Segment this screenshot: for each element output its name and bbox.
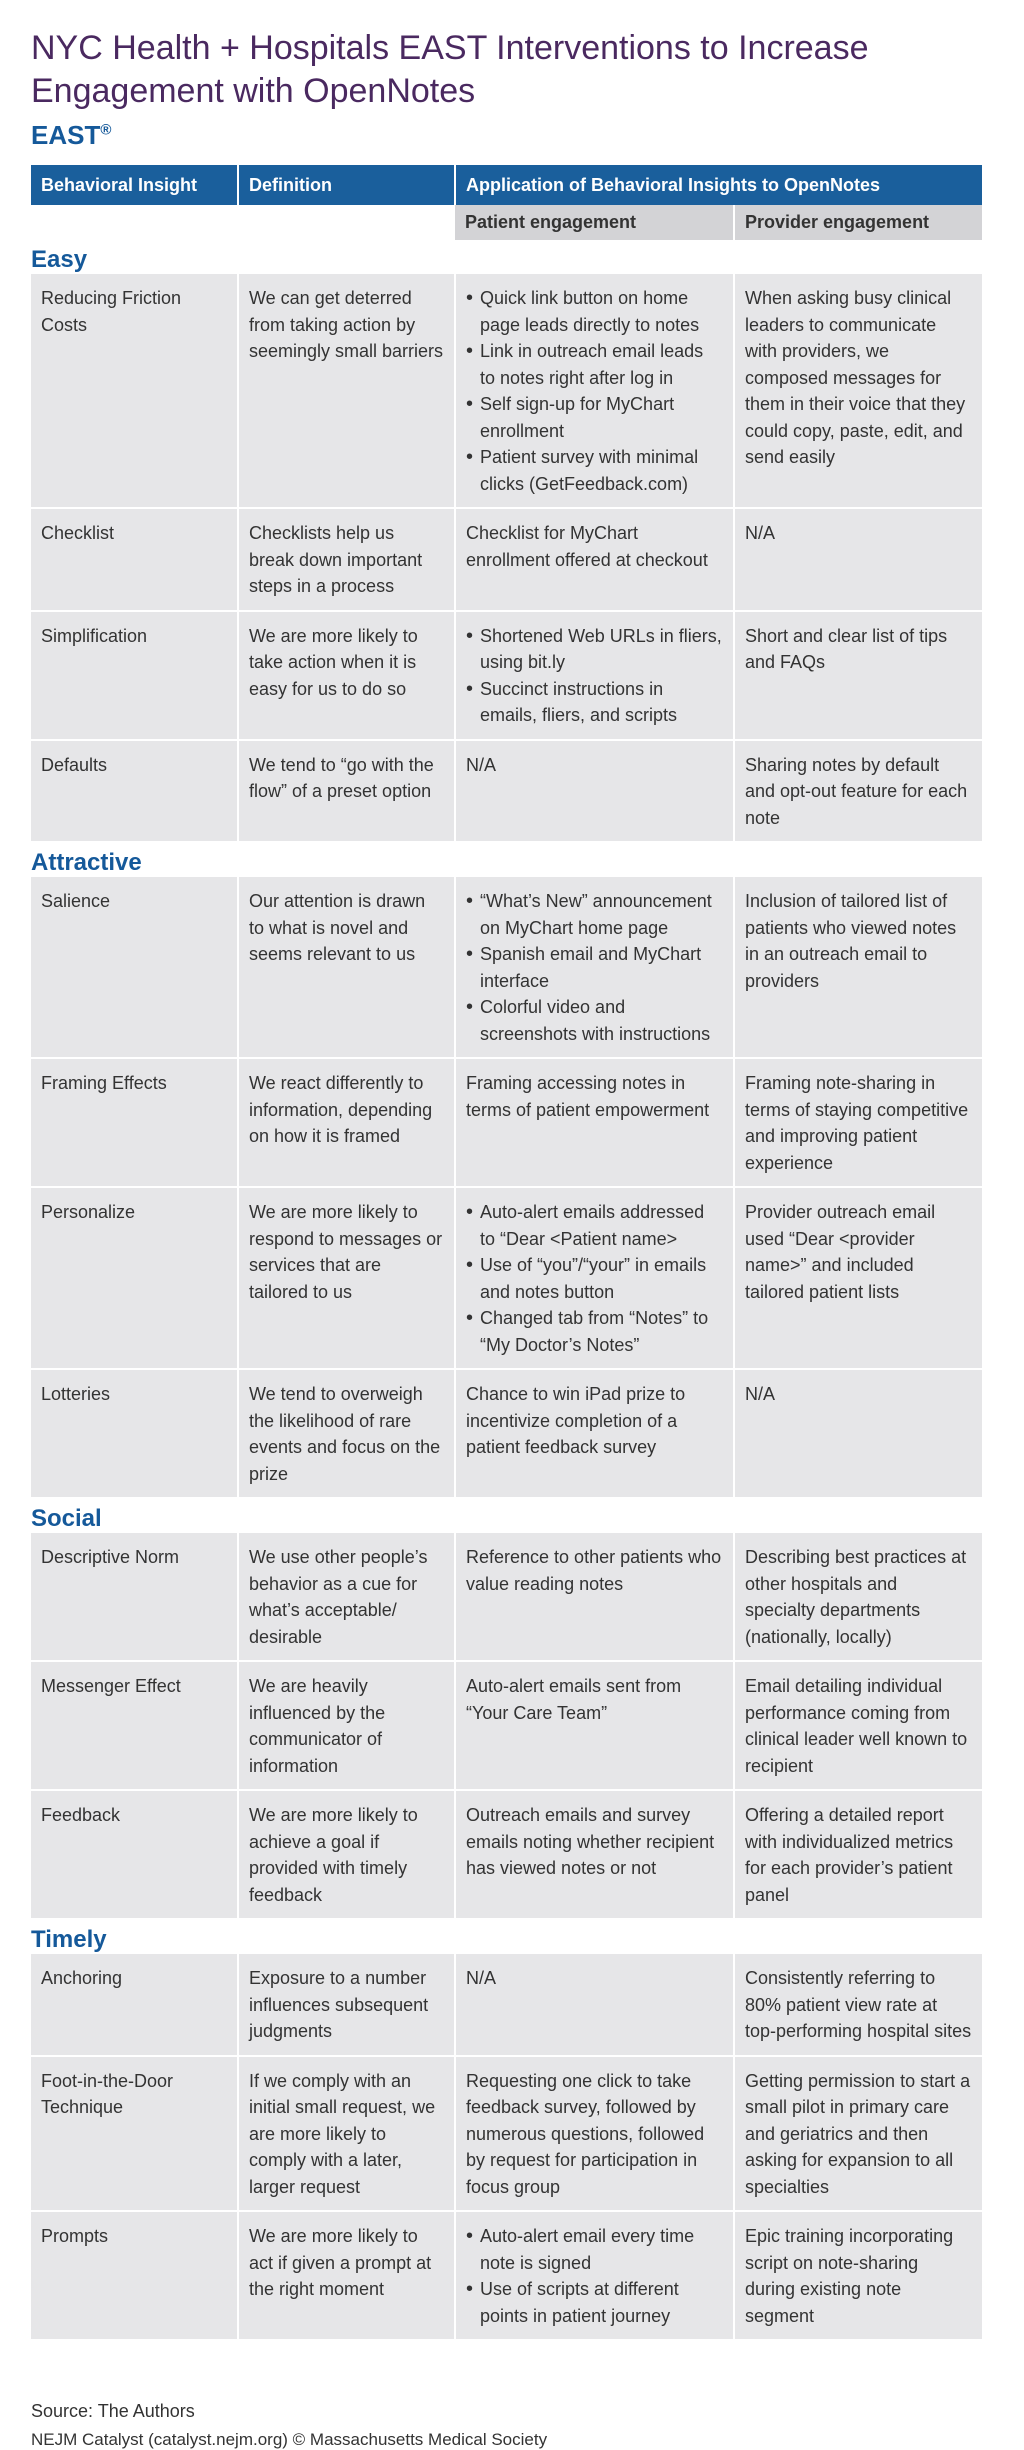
section-heading-social: Social xyxy=(31,1505,102,1532)
header-behavioral-insight: Behavioral Insight xyxy=(31,165,238,205)
list-item: • Use of “you”/“your” in emails and notes button xyxy=(466,1252,723,1305)
insight-cell: Descriptive Norm xyxy=(31,1533,238,1661)
insight-cell: Framing Effects xyxy=(31,1058,238,1187)
list-item: • “What’s New” announcement on MyChart home page xyxy=(466,888,723,941)
header-definition: Definition xyxy=(238,165,455,205)
patient-cell: Auto-alert emails sent from “Your Care Team” xyxy=(455,1661,734,1790)
insight-cell: Lotteries xyxy=(31,1369,238,1498)
provider-cell: Short and clear list of tips and FAQs xyxy=(734,611,982,740)
table-row xyxy=(31,740,982,843)
patient-cell: Checklist for MyChart enrollment offered at checkout xyxy=(455,508,734,611)
provider-cell: Describing best practices at other hospitals and specialty departments (nationally, locally) xyxy=(734,1533,982,1661)
insight-cell: Checklist xyxy=(31,508,238,611)
table-row xyxy=(31,2056,982,2212)
section-row xyxy=(31,842,982,877)
header-provider-engagement: Provider engagement xyxy=(734,205,982,240)
insight-cell: Messenger Effect xyxy=(31,1661,238,1790)
provider-cell: When asking busy clinical leaders to communicate with providers, we composed messages for them in their voice that they could copy, paste, edit, and send easily xyxy=(734,274,982,508)
definition-cell: We are more likely to achieve a goal if provided with timely feedback xyxy=(238,1790,455,1919)
provider-cell: Epic training incorporating script on note-sharing during existing note segment xyxy=(734,2211,982,2340)
patient-cell xyxy=(455,1187,734,1369)
provider-cell: N/A xyxy=(734,508,982,611)
patient-cell xyxy=(455,2211,734,2340)
patient-cell: N/A xyxy=(455,740,734,843)
patient-bullet-list xyxy=(466,2223,723,2329)
patient-cell xyxy=(455,274,734,508)
provider-cell: Offering a detailed report with individualized metrics for each provider’s patient panel xyxy=(734,1790,982,1919)
patient-cell: N/A xyxy=(455,1954,734,2056)
patient-bullet-list xyxy=(466,1199,723,1358)
table-row xyxy=(31,1954,982,2056)
provider-cell: N/A xyxy=(734,1369,982,1498)
table-row xyxy=(31,2211,982,2340)
list-item: • Changed tab from “Notes” to “My Doctor’s Notes” xyxy=(466,1305,723,1358)
list-item: • Link in outreach email leads to notes right after log in xyxy=(466,338,723,391)
provider-cell: Framing note-sharing in terms of staying competitive and improving patient experience xyxy=(734,1058,982,1187)
definition-cell: If we comply with an initial small request, we are more likely to comply with a later, larger request xyxy=(238,2056,455,2212)
insight-cell: Personalize xyxy=(31,1187,238,1369)
list-item: • Patient survey with minimal clicks (GetFeedback.com) xyxy=(466,444,723,497)
insight-cell: Feedback xyxy=(31,1790,238,1919)
list-item: • Shortened Web URLs in fliers, using bit.ly xyxy=(466,623,723,676)
table-row xyxy=(31,1661,982,1790)
list-item: • Spanish email and MyChart interface xyxy=(466,941,723,994)
definition-cell: We are more likely to respond to messages or services that are tailored to us xyxy=(238,1187,455,1369)
credit-line: NEJM Catalyst (catalyst.nejm.org) © Massachusetts Medical Society xyxy=(31,2430,548,2449)
section-row xyxy=(31,1498,982,1533)
table-row xyxy=(31,1058,982,1187)
list-item: • Succinct instructions in emails, fliers, and scripts xyxy=(466,676,723,729)
provider-cell: Inclusion of tailored list of patients who viewed notes in an outreach email to providers xyxy=(734,877,982,1058)
table-row xyxy=(31,877,982,1058)
definition-cell: We tend to overweigh the likelihood of rare events and focus on the prize xyxy=(238,1369,455,1498)
header-patient-engagement: Patient engagement xyxy=(455,205,734,240)
definition-cell: We are more likely to act if given a prompt at the right moment xyxy=(238,2211,455,2340)
insight-cell: Reducing Friction Costs xyxy=(31,274,238,508)
patient-cell xyxy=(455,877,734,1058)
definition-cell: We can get deterred from taking action by seemingly small barriers xyxy=(238,274,455,508)
header-application: Application of Behavioral Insights to OpenNotes xyxy=(455,165,982,205)
east-heading xyxy=(31,120,111,151)
patient-cell: Outreach emails and survey emails noting whether recipient has viewed notes or not xyxy=(455,1790,734,1919)
definition-cell: Our attention is drawn to what is novel and seems relevant to us xyxy=(238,877,455,1058)
table-row xyxy=(31,1533,982,1661)
patient-bullet-list xyxy=(466,623,723,729)
page-title: NYC Health + Hospitals EAST Interventions to Increase Engagement with OpenNotes xyxy=(31,29,869,110)
definition-cell: Exposure to a number influences subsequent judgments xyxy=(238,1954,455,2056)
insight-cell: Simplification xyxy=(31,611,238,740)
definition-cell: We are more likely to take action when it is easy for us to do so xyxy=(238,611,455,740)
insight-cell: Prompts xyxy=(31,2211,238,2340)
provider-cell: Consistently referring to 80% patient view rate at top-performing hospital sites xyxy=(734,1954,982,2056)
table-row xyxy=(31,1369,982,1498)
definition-cell: We use other people’s behavior as a cue for what’s acceptable/ desirable xyxy=(238,1533,455,1661)
definition-cell: We are heavily influenced by the communicator of information xyxy=(238,1661,455,1790)
section-row xyxy=(31,240,982,274)
east-label: EAST xyxy=(31,120,101,150)
list-item: • Quick link button on home page leads directly to notes xyxy=(466,285,723,338)
provider-cell: Email detailing individual performance coming from clinical leader well known to recipient xyxy=(734,1661,982,1790)
east-interventions-table xyxy=(31,165,982,2341)
patient-bullet-list xyxy=(466,285,723,497)
table-row xyxy=(31,508,982,611)
section-row xyxy=(31,1919,982,1954)
insight-cell: Anchoring xyxy=(31,1954,238,2056)
insight-cell: Foot-in-the-Door Technique xyxy=(31,2056,238,2212)
source-note: Source: The Authors xyxy=(31,2401,195,2421)
definition-cell: We tend to “go with the flow” of a preset option xyxy=(238,740,455,843)
table-row xyxy=(31,1187,982,1369)
patient-bullet-list xyxy=(466,888,723,1047)
provider-cell: Getting permission to start a small pilot in primary care and geriatrics and then asking for expansion to all specialties xyxy=(734,2056,982,2212)
patient-cell: Reference to other patients who value reading notes xyxy=(455,1533,734,1661)
insight-cell: Defaults xyxy=(31,740,238,843)
patient-cell: Framing accessing notes in terms of patient empowerment xyxy=(455,1058,734,1187)
provider-cell: Sharing notes by default and opt-out feature for each note xyxy=(734,740,982,843)
insight-cell: Salience xyxy=(31,877,238,1058)
section-heading-attractive: Attractive xyxy=(31,849,142,876)
list-item: • Self sign-up for MyChart enrollment xyxy=(466,391,723,444)
section-heading-timely: Timely xyxy=(31,1926,107,1953)
list-item: • Colorful video and screenshots with instructions xyxy=(466,994,723,1047)
list-item: • Auto-alert email every time note is signed xyxy=(466,2223,723,2276)
definition-cell: We react differently to information, depending on how it is framed xyxy=(238,1058,455,1187)
table-body xyxy=(31,240,982,2340)
patient-cell xyxy=(455,611,734,740)
registered-mark: ® xyxy=(100,121,112,139)
list-item: • Auto-alert emails addressed to “Dear <Patient name> xyxy=(466,1199,723,1252)
table-row xyxy=(31,1790,982,1919)
table-row xyxy=(31,274,982,508)
patient-cell: Requesting one click to take feedback survey, followed by numerous questions, followed by request for participation in focus group xyxy=(455,2056,734,2212)
definition-cell: Checklists help us break down important steps in a process xyxy=(238,508,455,611)
provider-cell: Provider outreach email used “Dear <provider name>” and included tailored patient lists xyxy=(734,1187,982,1369)
list-item: • Use of scripts at different points in patient journey xyxy=(466,2276,723,2329)
table-row xyxy=(31,611,982,740)
section-heading-easy: Easy xyxy=(31,246,88,273)
patient-cell: Chance to win iPad prize to incentivize completion of a patient feedback survey xyxy=(455,1369,734,1498)
